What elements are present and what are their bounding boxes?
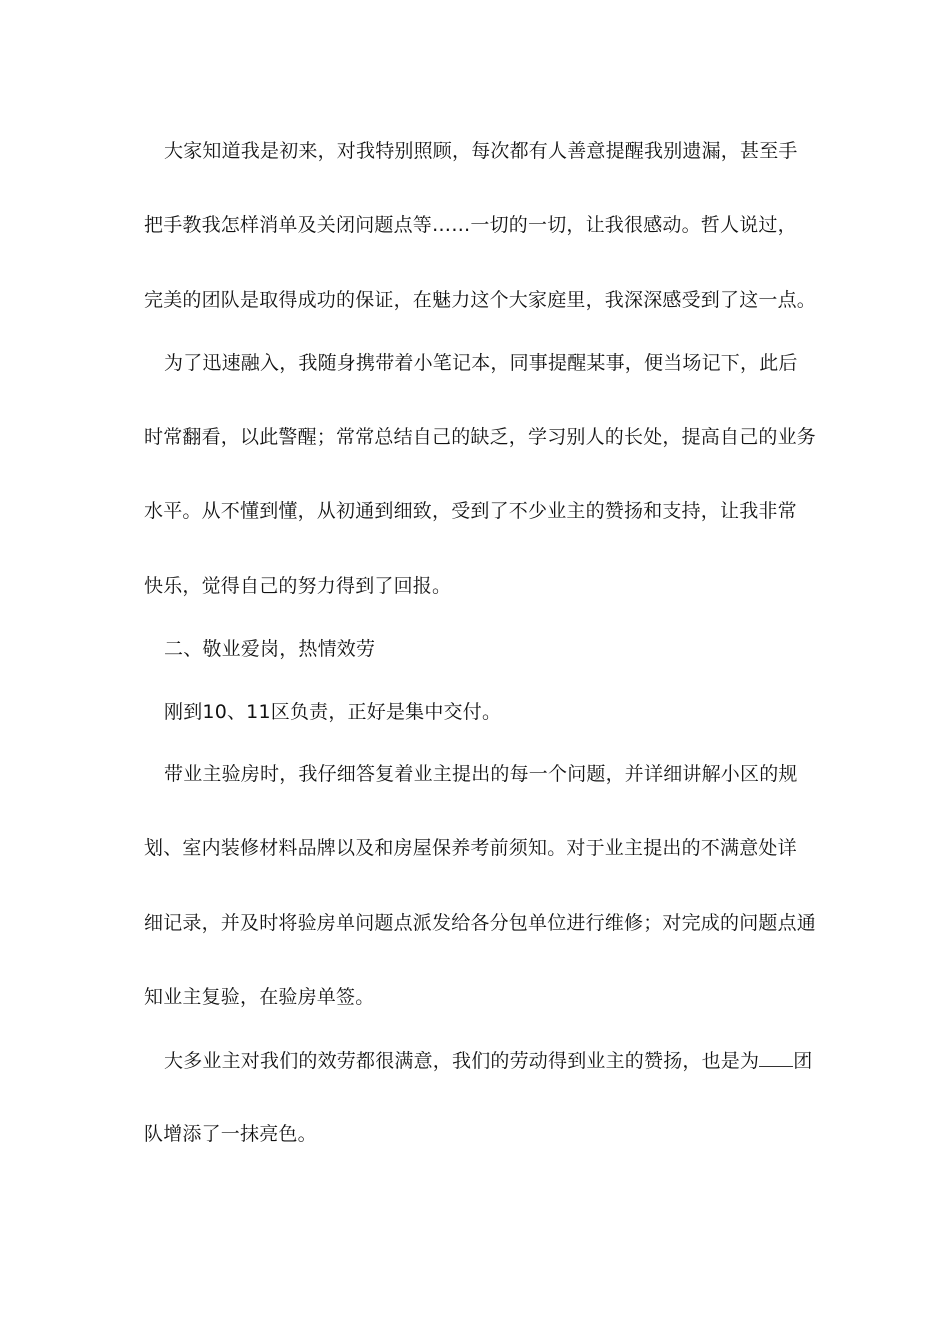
paragraph-4-line-3: 细记录，并及时将验房单问题点派发给各分包单位进行维修；对完成的问题点通 (144, 912, 817, 934)
section-heading: 二、敬业爱岗，热情效劳 (164, 638, 376, 660)
paragraph-2-line-4: 快乐，觉得自己的努力得到了回报。 (144, 575, 452, 597)
paragraph-5-text-after-blank: 团 (793, 1050, 813, 1072)
paragraph-2-line-1: 为了迅速融入，我随身携带着小笔记本，同事提醒某事，便当场记下，此后 (164, 352, 798, 374)
paragraph-5-line-1 (164, 1048, 844, 1073)
paragraph-1-line-3: 完美的团队是取得成功的保证，在魅力这个大家庭里，我深深感受到了这一点。 (144, 289, 817, 311)
paragraph-5-text-before-blank: 大多业主对我们的效劳都很满意，我们的劳动得到业主的赞扬，也是为 (164, 1050, 760, 1072)
paragraph-4-line-2: 划、室内装修材料品牌以及和房屋保养考前须知。对于业主提出的不满意处详 (144, 837, 797, 859)
paragraph-1-line-1: 大家知道我是初来，对我特别照顾，每次都有人善意提醒我别遗漏，甚至手 (164, 140, 798, 162)
paragraph-5-line-2: 队增添了一抹亮色。 (144, 1123, 317, 1145)
paragraph-4-line-1: 带业主验房时，我仔细答复着业主提出的每一个问题，并详细讲解小区的规 (164, 763, 798, 785)
paragraph-1-line-2: 把手教我怎样消单及关闭问题点等……一切的一切，让我很感动。哲人说过， (144, 214, 797, 236)
paragraph-2-line-2: 时常翻看，以此警醒；常常总结自己的缺乏，学习别人的长处，提高自己的业务 (144, 426, 817, 448)
paragraph-4-line-4: 知业主复验，在验房单签。 (144, 986, 375, 1008)
paragraph-3-line-1: 刚到10、11区负责，正好是集中交付。 (164, 701, 502, 723)
fill-in-blank (759, 1048, 793, 1067)
paragraph-2-line-3: 水平。从不懂到懂，从初通到细致，受到了不少业主的赞扬和支持，让我非常 (144, 500, 797, 522)
